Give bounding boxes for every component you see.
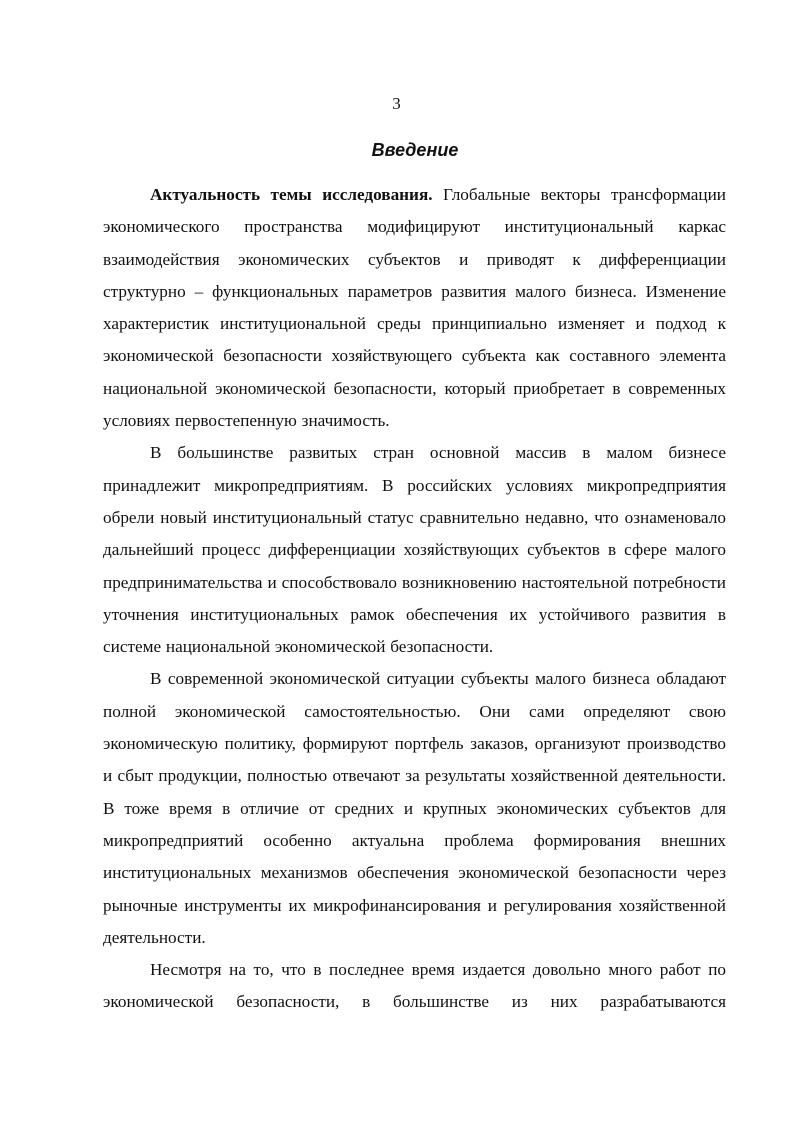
paragraph-microenterprises: В большинстве развитых стран основной массив в малом бизнесе принадлежит микропредприятиям. В российских условиях микропредприятия обрели новый институциональный статус сравнительно недавно, что ознаменовало дальнейший процесс дифференциации хозяйствующих субъектов в сфере малого предпринимательства и способствовало возникновению настоятельной потребности уточнения институциональных рамок обеспечения их устойчивого развития в системе национальной экономической безопасности.	[103, 443, 726, 657]
relevance-lead: Актуальность темы исследования.	[150, 185, 433, 204]
paragraph-relevance	[103, 179, 726, 437]
section-heading: Введение	[371, 140, 459, 160]
body-text	[103, 179, 726, 1019]
page-number: 3	[392, 94, 401, 113]
paragraph-current-situation: В современной экономической ситуации субъекты малого бизнеса обладают полной экономической самостоятельностью. Они сами определяют свою экономическую политику, формируют портфель заказов, организуют производство и сбыт продукции, полностью отвечают за результаты хозяйственной деятельности. В тоже время в отличие от средних и крупных экономических субъектов для микропредприятий особенно актуальна проблема формирования внешних институциональных механизмов обеспечения экономической безопасности через рыночные инструменты их микрофинансирования и регулирования хозяйственной деятельности.	[103, 669, 726, 947]
paragraph-literature: Несмотря на то, что в последнее время издается довольно много работ по экономической безопасности, в большинстве из них разрабатываются	[103, 960, 726, 1012]
paragraph-text: Глобальные векторы трансформации экономического пространства модифицируют институциональный каркас взаимодействия экономических субъектов и приводят к дифференциации структурно – функциональных параметров развития малого бизнеса. Изменение характеристик институциональной среды принципиально изменяет и подход к экономической безопасности хозяйствующего субъекта как составного элемента национальной экономической безопасности, который приобретает в современных условиях первостепенную значимость.	[103, 185, 726, 431]
